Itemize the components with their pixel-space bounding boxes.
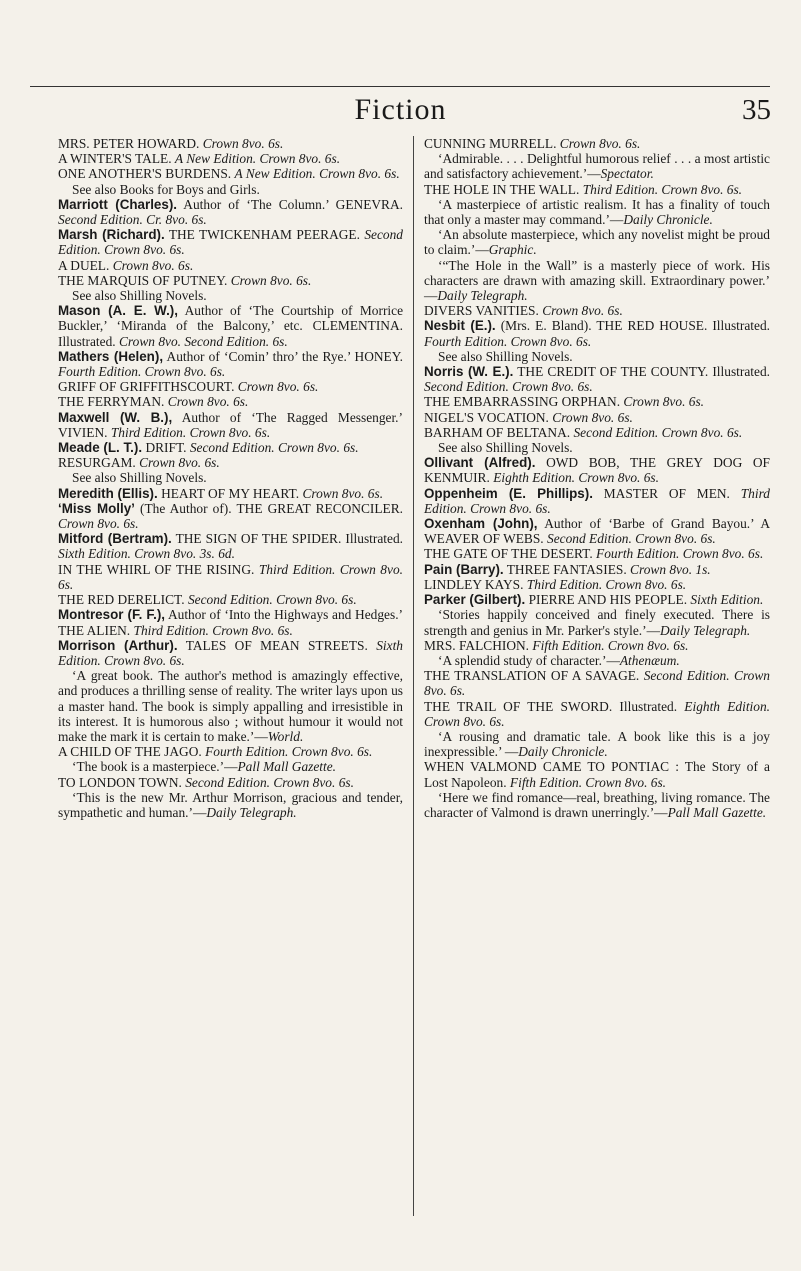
book-entry <box>58 607 403 637</box>
edition-info: Eighth Edition. Crown 8vo. 6s. <box>424 698 770 729</box>
quote-source: Pall Mall Gazette. <box>667 804 767 820</box>
note-text: See also Shilling Novels. <box>72 470 207 486</box>
edition-info: Crown 8vo. 6s. <box>623 394 705 410</box>
book-title: THE HOLE IN THE WALL. <box>424 181 580 197</box>
see-also-note <box>58 288 403 303</box>
quote-source: Spectator. <box>600 166 654 182</box>
author-name: Mitford (Bertram). <box>58 531 172 547</box>
book-title: Author of ‘Barbe of Grand Bayou.’ A WEAVER OF WEBS. <box>424 516 771 547</box>
book-title: HEART OF MY HEART. <box>161 485 300 501</box>
author-name: Maxwell (W. B.), <box>58 409 173 425</box>
edition-info: Fourth Edition. Crown 8vo. 6s. <box>424 333 592 349</box>
author-name: Mason (A. E. W.), <box>58 303 178 319</box>
book-title: BARHAM OF BELTANA. <box>424 424 571 440</box>
book-title: THE GATE OF THE DESERT. <box>424 546 593 562</box>
see-also-note <box>424 440 770 455</box>
author-name: Morrison (Arthur). <box>58 637 178 653</box>
edition-info: Crown 8vo. 6s. <box>559 136 641 151</box>
edition-info: Crown 8vo. 6s. <box>230 272 312 288</box>
book-title: Author of ‘The Column.’ GENEVRA. <box>183 196 404 212</box>
book-title: (Mrs. E. Bland). THE RED HOUSE. Illustrated. <box>500 318 770 334</box>
review-quote <box>424 227 770 257</box>
right-column <box>424 136 770 820</box>
book-entry <box>58 379 403 394</box>
book-entry <box>424 668 770 698</box>
book-title: DIVERS VANITIES. <box>424 303 539 319</box>
book-title: CUNNING MURRELL. <box>424 136 557 151</box>
quote-source: Athenæum. <box>619 652 680 668</box>
edition-info: A New Edition. Crown 8vo. 6s. <box>234 166 400 182</box>
book-entry <box>424 318 770 348</box>
see-also-note <box>424 349 770 364</box>
top-rule <box>30 86 770 87</box>
book-title: MRS. PETER HOWARD. <box>58 136 200 151</box>
book-entry <box>58 136 403 151</box>
edition-info: Third Edition. Crown 8vo. 6s. <box>110 424 271 440</box>
edition-info: Third Edition. Crown 8vo. 6s. <box>133 622 293 638</box>
book-title: THE CREDIT OF THE COUNTY. Illustrated. <box>517 364 770 380</box>
edition-info: Third Edition. Crown 8vo. 6s. <box>58 561 403 592</box>
book-entry <box>424 486 770 516</box>
edition-info: Fourth Edition. Crown 8vo. 6s. <box>205 744 373 760</box>
author-name: Marsh (Richard). <box>58 227 165 243</box>
book-title: PIERRE AND HIS PEOPLE. <box>528 592 688 608</box>
quote-text: ‘A rousing and dramatic tale. A book like this is a joy inexpressible.’ — <box>424 728 770 760</box>
book-title: WHEN VALMOND CAME TO PONTIAC : The Story of a Lost Napoleon. <box>424 759 770 790</box>
edition-info: Crown 8vo. 1s. <box>630 561 711 577</box>
page-title: Fiction <box>354 93 447 126</box>
book-title: RESURGAM. <box>58 455 136 471</box>
book-title: THE FERRYMAN. <box>58 394 165 410</box>
book-title: THE SIGN OF THE SPIDER. Illustrated. <box>175 531 404 547</box>
author-name: Parker (Gilbert). <box>424 592 526 608</box>
edition-info: Eighth Edition. Crown 8vo. 6s. <box>493 470 659 486</box>
quote-source: Daily Telegraph. <box>437 288 528 304</box>
book-entry <box>58 349 403 379</box>
author-name: ‘Miss Molly’ <box>58 500 135 516</box>
edition-info: Crown 8vo. 6s. <box>237 379 319 395</box>
book-title: Author of ‘The Ragged Messenger.’ VIVIEN. <box>58 409 403 440</box>
book-title: A CHILD OF THE JAGO. <box>58 744 202 760</box>
book-title: THE EMBARRASSING ORPHAN. <box>424 394 621 410</box>
edition-info: Crown 8vo. Second Edition. 6s. <box>119 333 288 349</box>
note-text: See also Shilling Novels. <box>438 348 573 364</box>
book-entry <box>58 227 403 257</box>
edition-info: Sixth Edition. <box>690 592 764 608</box>
see-also-note <box>58 470 403 485</box>
quote-text: ‘Admirable. . . . Delightful humorous relief . . . a most artistic and satisfactory achievement.’— <box>424 151 770 182</box>
quote-source: Daily Chronicle. <box>623 212 713 228</box>
review-quote <box>424 653 770 668</box>
quote-source: Daily Chronicle. <box>518 744 608 760</box>
book-title: OWD BOB, THE GREY DOG OF KENMUIR. <box>424 455 770 486</box>
edition-info: Crown 8vo. 6s. <box>139 455 220 471</box>
review-quote <box>424 729 770 759</box>
book-title: LINDLEY KAYS. <box>424 576 524 592</box>
quote-text: ‘“The Hole in the Wall” is a masterly piece of work. His characters are drawn with amazing skill. Extraordinary power.’ — <box>424 257 770 304</box>
book-entry <box>58 455 403 470</box>
quote-source: Pall Mall Gazette. <box>237 759 337 775</box>
column-divider <box>413 136 414 1216</box>
book-entry <box>424 136 770 151</box>
book-entry <box>424 410 770 425</box>
book-title: GRIFF OF GRIFFITHSCOURT. <box>58 379 235 395</box>
quote-text: ‘A great book. The author's method is amazingly effective, and produces a thrilling sense of reality. The writer lays upon us a master hand. The book is simply appalling and irresistible in its interest. It is humorous also ; without humour it would not make the mark it is certain to make.’— <box>58 668 403 744</box>
review-quote <box>58 790 403 820</box>
review-quote <box>424 607 770 637</box>
edition-info: Second Edition. Crown 8vo. 6s. <box>424 668 770 699</box>
edition-info: Second Edition. Crown 8vo. 6s. <box>185 774 354 790</box>
note-text: See also Books for Boys and Girls. <box>72 181 260 197</box>
quote-text: ‘An absolute masterpiece, which any novelist might be proud to claim.’— <box>424 227 770 258</box>
book-title: TO LONDON TOWN. <box>58 774 182 790</box>
book-entry <box>58 501 403 531</box>
book-title: TALES OF MEAN STREETS. <box>185 637 368 653</box>
author-name: Oxenham (John), <box>424 516 538 532</box>
quote-text: ‘Stories happily conceived and finely executed. There is strength and genius in Mr. Parker's style.’— <box>424 607 770 638</box>
page-number: 35 <box>742 94 771 126</box>
book-entry <box>58 410 403 440</box>
book-entry <box>424 592 770 607</box>
author-name: Ollivant (Alfred). <box>424 455 536 471</box>
book-title: THE MARQUIS OF PUTNEY. <box>58 272 228 288</box>
book-entry <box>58 562 403 592</box>
book-entry <box>424 577 770 592</box>
quote-source: World. <box>267 728 304 744</box>
book-entry <box>58 197 403 227</box>
edition-info: Second Edition. Cr. 8vo. 6s. <box>58 212 207 228</box>
note-text: See also Shilling Novels. <box>72 288 207 304</box>
author-name: Marriott (Charles). <box>58 196 177 212</box>
book-title: DRIFT. <box>145 440 187 456</box>
book-entry <box>58 775 403 790</box>
book-title: THE RED DERELICT. <box>58 592 185 608</box>
book-entry <box>424 182 770 197</box>
book-title: (The Author of). THE GREAT RECONCILER. <box>140 500 403 516</box>
review-quote <box>424 790 770 820</box>
book-title: Author of ‘Into the Highways and Hedges.’ THE ALIEN. <box>58 607 404 638</box>
edition-info: Sixth Edition. Crown 8vo. 3s. 6d. <box>58 546 235 562</box>
review-quote <box>58 759 403 774</box>
edition-info: Second Edition. Crown 8vo. 6s. <box>189 440 359 456</box>
review-quote <box>424 258 770 304</box>
author-name: Oppenheim (E. Phillips). <box>424 485 593 501</box>
author-name: Montresor (F. F.), <box>58 607 166 623</box>
author-name: Norris (W. E.). <box>424 364 514 380</box>
author-name: Mathers (Helen), <box>58 348 164 364</box>
edition-info: Crown 8vo. 6s. <box>202 136 284 151</box>
edition-info: Crown 8vo. 6s. <box>58 516 139 532</box>
quote-text: ‘The book is a masterpiece.’— <box>72 759 238 775</box>
book-entry <box>424 394 770 409</box>
left-column <box>58 136 403 820</box>
review-quote <box>58 668 403 744</box>
book-entry <box>424 455 770 485</box>
book-title: MASTER OF MEN. <box>603 485 730 501</box>
edition-info: Second Edition. Crown 8vo. 6s. <box>573 424 743 440</box>
quote-source: Daily Telegraph. <box>206 804 297 820</box>
book-title: A DUEL. <box>58 257 110 273</box>
book-entry <box>58 744 403 759</box>
edition-info: Third Edition. Crown 8vo. 6s. <box>582 181 743 197</box>
edition-info: Crown 8vo. 6s. <box>167 394 249 410</box>
quote-source: Daily Telegraph. <box>659 622 751 638</box>
edition-info: Crown 8vo. 6s. <box>552 409 633 425</box>
book-entry <box>424 759 770 789</box>
book-title: IN THE WHIRL OF THE RISING. <box>58 561 255 577</box>
edition-info: Third Edition. Crown 8vo. 6s. <box>526 576 687 592</box>
edition-info: Crown 8vo. 6s. <box>112 257 194 273</box>
quote-text: ‘A masterpiece of artistic realism. It has a finality of touch that only a master may command.’— <box>424 196 770 228</box>
quote-source: Graphic. <box>488 242 537 258</box>
book-title: NIGEL'S VOCATION. <box>424 409 549 425</box>
quote-text: ‘Here we find romance—real, breathing, living romance. The character of Valmond is drawn unerringly.’— <box>424 789 770 820</box>
edition-info: Second Edition. Crown 8vo. 6s. <box>187 592 357 608</box>
edition-info: Crown 8vo. 6s. <box>542 303 623 319</box>
author-name: Nesbit (E.). <box>424 318 496 334</box>
book-entry <box>58 151 403 166</box>
book-title: THREE FANTASIES. <box>506 561 627 577</box>
book-entry <box>58 303 403 349</box>
book-entry <box>58 440 403 455</box>
edition-info: Fourth Edition. Crown 8vo. 6s. <box>596 546 764 562</box>
book-entry <box>424 516 770 546</box>
book-entry <box>424 638 770 653</box>
book-title: THE TRAIL OF THE SWORD. Illustrated. <box>424 698 678 714</box>
book-title: Author of ‘The Courtship of Morrice Buckler,’ ‘Miranda of the Balcony,’ etc. CLEMENTINA. Illustrated. <box>58 303 404 349</box>
book-title: MRS. FALCHION. <box>424 637 530 653</box>
book-entry <box>58 273 403 288</box>
edition-info: Third Edition. Crown 8vo. 6s. <box>424 485 770 516</box>
book-entry <box>424 303 770 318</box>
edition-info: Second Edition. Crown 8vo. 6s. <box>424 379 593 395</box>
quote-text: ‘This is the new Mr. Arthur Morrison, gracious and tender, sympathetic and human.’— <box>58 789 403 820</box>
edition-info: Fourth Edition. Crown 8vo. 6s. <box>58 364 226 380</box>
author-name: Pain (Barry). <box>424 561 504 577</box>
book-entry <box>424 425 770 440</box>
edition-info: Fifth Edition. Crown 8vo. 6s. <box>509 774 667 790</box>
quote-text: ‘A splendid study of character.’— <box>438 652 620 668</box>
book-entry <box>424 364 770 394</box>
review-quote <box>424 197 770 227</box>
book-entry <box>58 166 403 181</box>
book-entry <box>424 562 770 577</box>
author-name: Meade (L. T.). <box>58 440 143 456</box>
book-entry <box>58 258 403 273</box>
edition-info: Crown 8vo. 6s. <box>302 485 384 501</box>
note-text: See also Shilling Novels. <box>438 440 573 456</box>
edition-info: A New Edition. Crown 8vo. 6s. <box>174 151 341 167</box>
book-entry <box>58 638 403 668</box>
book-entry <box>58 394 403 409</box>
book-title: THE TRANSLATION OF A SAVAGE. <box>424 668 640 684</box>
book-title: Author of ‘Comin’ thro’ the Rye.’ HONEY. <box>166 348 404 364</box>
review-quote <box>424 151 770 181</box>
book-entry <box>58 531 403 561</box>
edition-info: Second Edition. Crown 8vo. 6s. <box>58 227 403 258</box>
edition-info: Fifth Edition. Crown 8vo. 6s. <box>532 637 689 653</box>
book-entry <box>424 546 770 561</box>
edition-info: Sixth Edition. Crown 8vo. 6s. <box>58 637 403 668</box>
see-also-note <box>58 182 403 197</box>
edition-info: Second Edition. Crown 8vo. 6s. <box>547 531 716 547</box>
book-entry <box>58 592 403 607</box>
author-name: Meredith (Ellis). <box>58 485 158 501</box>
book-title: A WINTER'S TALE. <box>58 151 172 167</box>
book-title: THE TWICKENHAM PEERAGE. <box>168 227 360 243</box>
book-entry <box>58 486 403 501</box>
book-entry <box>424 699 770 729</box>
book-title: ONE ANOTHER'S BURDENS. <box>58 166 232 182</box>
